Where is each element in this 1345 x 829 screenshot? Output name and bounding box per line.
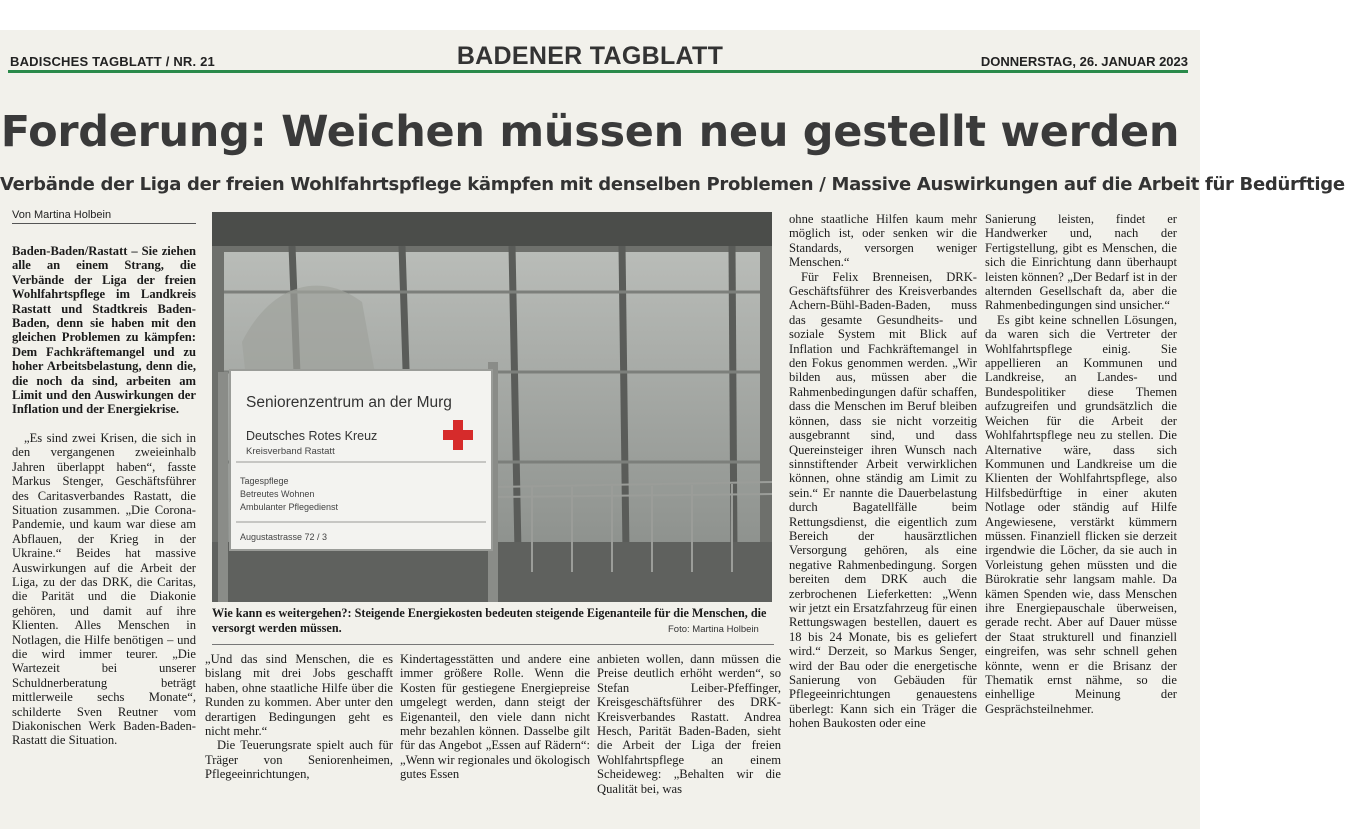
masthead-rule [8,70,1188,73]
photo-credit: Foto: Martina Holbein [668,624,759,635]
byline: Von Martina Holbein [12,209,196,224]
body-paragraph: „Es sind zwei Krisen, die sich in den vergangenen zweieinhalb Jahren überlappt haben“, fasste Markus Stenger, Geschäftsführer des Caritasverbandes Rastatt, die Situation zusammen. „Die Corona-Pandemie, und kaum war diese am Abflauen, der Krieg in der Ukraine.“ Beides hat massive Auswirkungen auf die Arbeit der Liga, zu der das DRK, die Caritas, die Parität und die Diakonie gehören, und damit auf ihre Klienten. Alles Menschen in Notlagen, die Hilfe benötigen – und die wird immer teurer. „Die Wartezeit bei unserer Schuldnerberatung beträgt mittlerweile sechs Monate“, schilderte Sven Reutner vom Diakonischen Werk Baden-Baden-Rastatt die Situation. [12,430,196,748]
column-3 [400,652,590,810]
body-paragraph: Sanierung leisten, findet er Handwerker und, nach der Fertigstellung, gibt es Menschen, die sich die Einrichtung dann überhaupt leisten können? „Der Bedarf ist in der alternden Gesellschaft da, aber die Rahmenbedingungen sind unsicher.“ [985,212,1177,313]
body-paragraph: Für Felix Brenneisen, DRK-Geschäftsführer des Kreisverbandes Achern-Bühl-Baden-Baden, muss das gesamte Gesundheits- und soziale System mit Blick auf Inflation und Fachkräftemangel in den Fokus genommen werden. „Wir bilden aus, müssen aber die Rahmenbedingungen dafür schaffen, dass die Menschen im Beruf bleiben können, dass sie nicht vorzeitig ausgebrannt sind, und dass Quereinsteiger ihren Wunsch nach sinnstiftender Arbeit verwirklichen können, ohne ständig am Limit zu sein.“ Er nannte die Dauerbelastung durch Bagatellfälle beim Rettungsdienst, die eigentlich zum Bereich der hausärztlichen Versorgung gehören, als eine negative Rahmenbedingung. Sorgen bereiten dem DRK auch die zerbrochenen Lieferketten: „Wenn wir jetzt ein Ersatzfahrzeug für einen Rettungswagen bestellen, dauert es 18 bis 24 Monate, bis es geliefert wird.“ Derzeit, so Markus Senger, wird der Bau oder die energetische Sanierung von Gebäuden für Pflegeeinrichtungen genauestens überlegt: Kann sich ein Träger die hohen Baukosten oder eine [789,269,977,731]
sign-board [230,370,492,550]
sign-org: Deutsches Rotes Kreuz [246,429,378,443]
column-2 [205,652,393,810]
body-paragraph: Die Teuerungsrate spielt auch für Träger von Seniorenheimen, Pflegeeinrichtungen, [205,738,393,782]
sign-org-sub: Kreisverband Rastatt [246,446,335,457]
sign-service-2: Betreutes Wohnen [240,489,315,499]
sign-address: Augustastrasse 72 / 3 [240,532,328,542]
article-photo [212,212,772,602]
lead-paragraph: Baden-Baden/Rastatt – Sie ziehen alle an einem Strang, die Verbände der Liga der freien Wohlfahrtspflege im Landkreis Rastatt und Stadtkreis Baden-Baden, denn sie haben mit den gleichen Problemen zu kämpfen: Dem Fachkräftemangel und zu hoher Arbeitsbelastung, denn die, die noch da sind, arbeiten am Limit und den Auswirkungen der Inflation und der Energiekrise. [12,244,196,417]
body-paragraph: „Und das sind Menschen, die es bislang mit drei Jobs geschafft haben, ohne staatliche Hilfe über die Runden zu kommen. Aber unter den derartigen Bedingungen geht es nicht mehr.“ [205,652,393,739]
column-1 [12,244,196,806]
photo-caption: Wie kann es weitergehen?: Steigende Energiekosten bedeuten steigende Eigenanteile für die Menschen, die versorgt werden müssen. [212,606,767,635]
body-paragraph: ohne staatliche Hilfen kaum mehr möglich ist, oder senken wir die Standards, versorgen weniger Menschen.“ [789,212,977,270]
edition-label: BADISCHES TAGBLATT / NR. 21 [10,54,215,69]
column-5 [789,212,977,808]
sign-service-1: Tagespflege [240,476,289,486]
newspaper-title: BADENER TAGBLATT [456,42,724,70]
body-paragraph: Es gibt keine schnellen Lösungen, da waren sich die Vertreter der Wohlfahrtspflege einig. Sie appellieren an Kommunen und Landkreise, an Landes- und Bundespolitiker diese Themen aufzugreifen und grundsätzlich die Weichen für die Arbeit der Wohlfahrtspflege neu zu stellen. Die Alternative wäre, dass sich Kommunen und Landkreise um die Klienten der Wohlfahrtspflege, also Hilfsbedürftige in einer akuten Notlage oder ständig auf Hilfe Angewiesene, verstärkt kümmern müssen. Finanziell flicken sie derzeit irgendwie die Löcher, da sie auch in Vorleistung gehen müssten und die Bürokratie sehr langsam mahle. Da kämen Spenden wie, dass Menschen ihre Energiepauschale überweisen, gerade recht. Aber auf Dauer müsse der Staat strukturell und finanziell eingreifen, was sehr schnell gehen könnte, wenn er die Brisanz der Thematik ernst nähme, so die einhellige Meinung der Gesprächsteilnehmer. [985,312,1177,716]
issue-date: DONNERSTAG, 26. JANUAR 2023 [980,54,1188,69]
body-paragraph: anbieten wollen, dann müssen die Preise deutlich erhöht werden“, so Stefan Leiber-Pfeffinger, Kreisgeschäftsführer des DRK-Kreisverbandes Rastatt. Andrea Hesch, Parität Baden-Baden, sieht die Arbeit der Liga der freien Wohlfahrtspflege an einem Scheideweg: „Behalten wir die Qualität bei, was [597,652,781,796]
sign-title: Seniorenzentrum an der Murg [246,394,452,411]
article-headline: Forderung: Weichen müssen neu gestellt werden [0,107,1180,157]
caption-rule [212,644,774,645]
sign-service-3: Ambulanter Pflegedienst [240,502,339,512]
column-4 [597,652,781,810]
body-paragraph: Kindertagesstätten und andere eine immer größere Rolle. Wenn die Kosten für gestiegene Energiepreise umgelegt werden, dann steigt der Eigenanteil, den viele dann nicht mehr bezahlen können. Dasselbe gilt für das Angebot „Essen auf Rädern“: „Wenn wir regionales und ökologisch gutes Essen [400,652,590,782]
column-6 [985,212,1177,808]
article-subheadline: Verbände der Liga der freien Wohlfahrtspflege kämpfen mit denselben Problemen / Massive Auswirkungen auf die Arbeit für Bedürftige [0,174,1345,195]
